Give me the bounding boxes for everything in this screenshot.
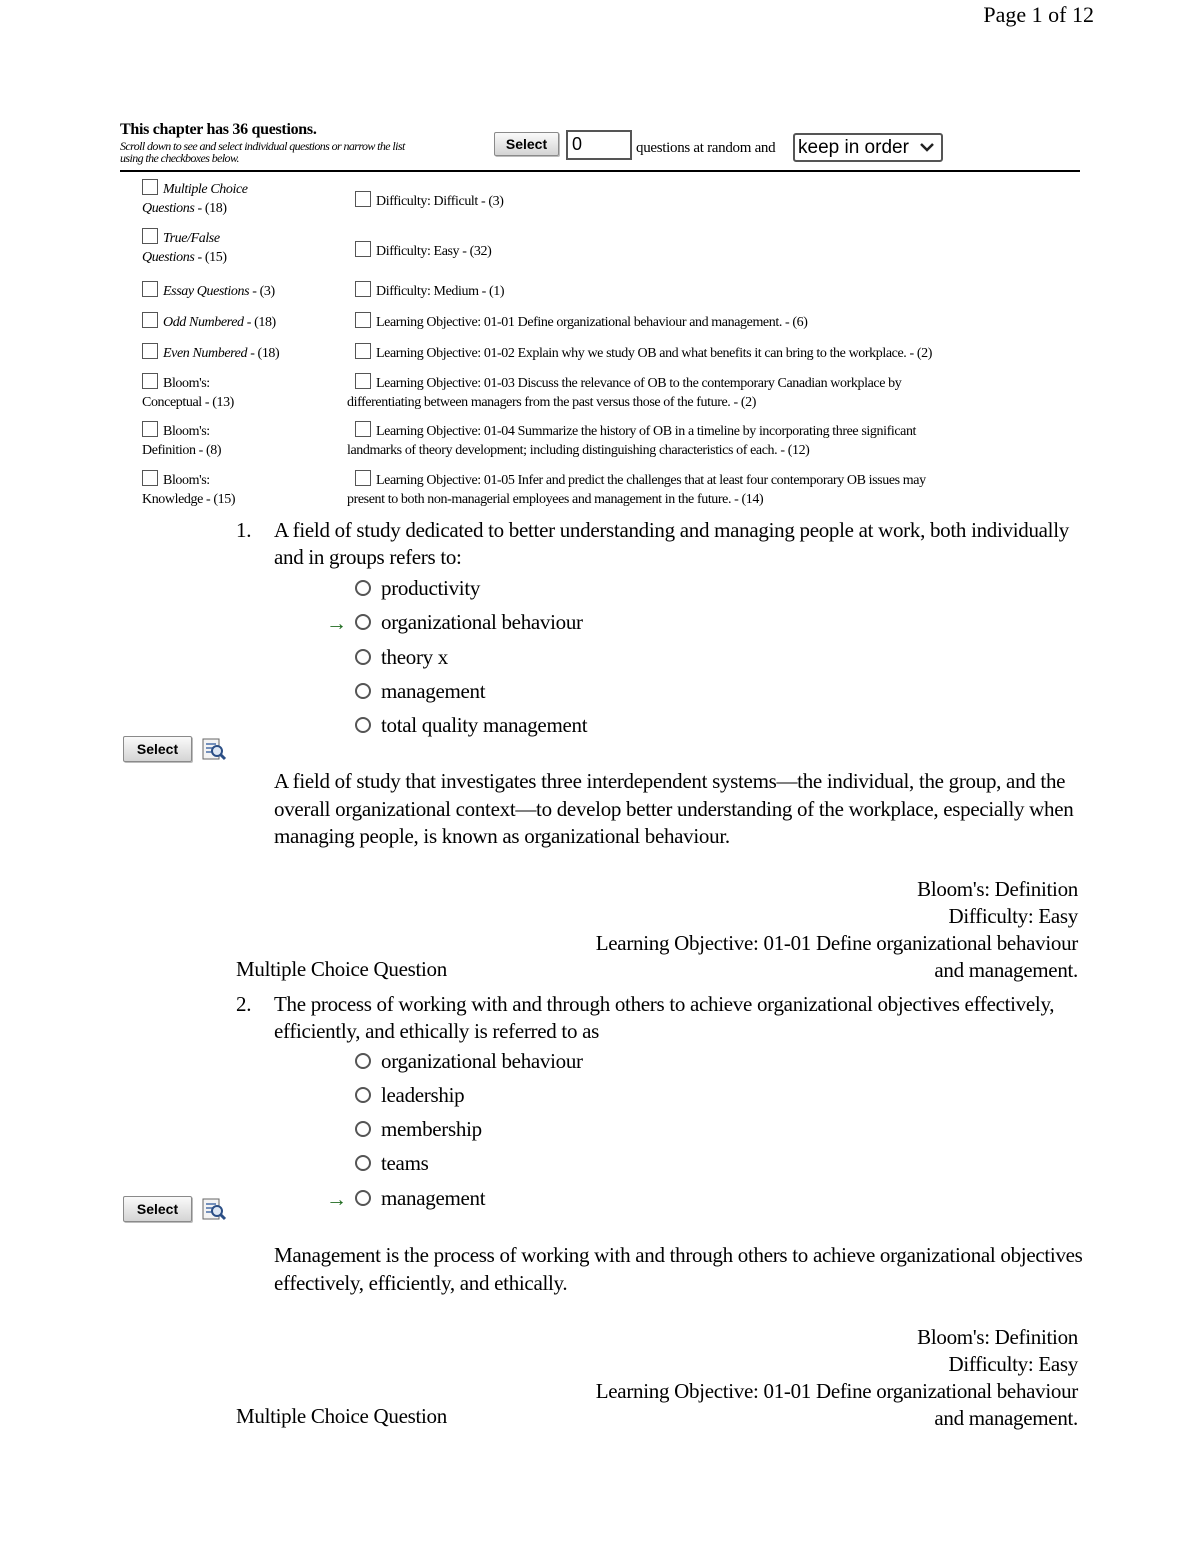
filter-blooms-definition[interactable]: Bloom's: Definition - (8): [142, 421, 342, 460]
checkbox[interactable]: [355, 343, 371, 359]
correct-answer-arrow-icon: →: [326, 611, 347, 635]
question-text: The process of working with and through others to achieve organizational objectives effectively, efficiently, and ethically is referred to as: [274, 992, 1055, 1043]
checkbox[interactable]: [142, 312, 158, 328]
radio-icon: [355, 683, 371, 699]
answer-option-correct: organizational behaviour: [355, 610, 583, 634]
checkbox[interactable]: [355, 281, 371, 297]
filter-multiple-choice[interactable]: Multiple Choice Questions - (18): [142, 179, 342, 218]
learning-objective-tag: Learning Objective: 01-01 Define organizational behaviour: [595, 931, 1078, 955]
checkbox[interactable]: [142, 470, 158, 486]
filter-difficulty-easy[interactable]: Difficulty: Easy - (32): [347, 241, 1077, 261]
radio-icon: [355, 1087, 371, 1103]
filter-essay[interactable]: Essay Questions - (3): [142, 281, 342, 301]
radio-icon: [355, 717, 371, 733]
filter-difficulty-difficult[interactable]: Difficulty: Difficult - (3): [347, 191, 1077, 211]
blooms-tag: Bloom's: Definition: [917, 1325, 1078, 1349]
header-divider: [120, 170, 1080, 172]
chevron-down-icon: [918, 138, 936, 156]
filter-true-false[interactable]: True/False Questions - (15): [142, 228, 342, 267]
difficulty-tag: Difficulty: Easy: [948, 1352, 1078, 1376]
radio-icon: [355, 1053, 371, 1069]
answer-option: total quality management: [355, 713, 587, 737]
checkbox[interactable]: [355, 241, 371, 257]
answer-option: theory x: [355, 645, 448, 669]
learning-objective-tag-cont: and management.: [934, 1406, 1078, 1430]
question-number: 2.: [236, 992, 252, 1016]
filter-lo-01-03[interactable]: Learning Objective: 01-03 Discuss the relevance of OB to the contemporary Canadian workplace by differentiating between managers from the past versus those of the future. - (2): [347, 373, 1077, 412]
checkbox[interactable]: [142, 179, 158, 195]
question-metadata: [508, 876, 1078, 984]
difficulty-tag: Difficulty: Easy: [948, 904, 1078, 928]
page-number: Page 1 of 12: [983, 2, 1094, 27]
checkbox[interactable]: [355, 421, 371, 437]
filter-blooms-knowledge[interactable]: Bloom's: Knowledge - (15): [142, 470, 342, 509]
blooms-tag: Bloom's: Definition: [917, 877, 1078, 901]
random-label: questions at random and: [636, 140, 776, 156]
random-count-input[interactable]: 0: [566, 130, 632, 160]
filter-blooms-conceptual[interactable]: Bloom's: Conceptual - (13): [142, 373, 342, 412]
order-select-value: keep in order: [798, 137, 909, 158]
checkbox[interactable]: [355, 373, 371, 389]
answer-option: leadership: [355, 1083, 464, 1107]
answer-feedback: A field of study that investigates three interdependent systems—the individual, the group, and the overall organizational context—to develop better understanding of the workplace, especially when managing people, is known as organizational behaviour.: [274, 769, 1074, 848]
filter-even-numbered[interactable]: Even Numbered - (18): [142, 343, 342, 363]
filter-lo-01-02[interactable]: Learning Objective: 01-02 Explain why we study OB and what benefits it can bring to the workplace. - (2): [347, 343, 1077, 363]
preview-icon[interactable]: [201, 1196, 227, 1222]
checkbox[interactable]: [355, 191, 371, 207]
answer-option-correct: management: [355, 1186, 485, 1210]
learning-objective-tag: Learning Objective: 01-01 Define organizational behaviour: [595, 1379, 1078, 1403]
question-text: A field of study dedicated to better understanding and managing people at work, both individually and in groups refers to:: [274, 518, 1069, 569]
answer-option: teams: [355, 1151, 428, 1175]
select-question-button[interactable]: Select: [123, 736, 192, 762]
answer-option: membership: [355, 1117, 482, 1141]
answer-option: productivity: [355, 576, 480, 600]
correct-answer-arrow-icon: →: [326, 1187, 347, 1211]
radio-icon: [355, 1190, 371, 1206]
checkbox[interactable]: [142, 281, 158, 297]
preview-icon[interactable]: [201, 736, 227, 762]
filter-lo-01-01[interactable]: Learning Objective: 01-01 Define organizational behaviour and management. - (6): [347, 312, 1077, 332]
radio-icon: [355, 1121, 371, 1137]
chapter-question-count: This chapter has 36 questions.: [120, 121, 317, 138]
order-select[interactable]: [793, 133, 943, 162]
checkbox[interactable]: [142, 421, 158, 437]
select-question-button[interactable]: Select: [123, 1196, 192, 1222]
filter-lo-01-05[interactable]: Learning Objective: 01-05 Infer and predict the challenges that at least four contemporary OB issues may present to both non-managerial employees and management in the future. - (14): [347, 470, 1077, 509]
answer-option: organizational behaviour: [355, 1049, 583, 1073]
question-type: Multiple Choice Question: [236, 1404, 447, 1428]
learning-objective-tag-cont: and management.: [934, 958, 1078, 982]
chapter-instructions: Scroll down to see and select individual questions or narrow the list using the checkboxes below.: [120, 139, 405, 165]
answer-feedback: Management is the process of working with and through others to achieve organizational objectives effectively, efficiently, and ethically.: [274, 1243, 1083, 1295]
radio-icon: [355, 649, 371, 665]
checkbox[interactable]: [142, 373, 158, 389]
checkbox[interactable]: [355, 312, 371, 328]
checkbox[interactable]: [355, 470, 371, 486]
checkbox[interactable]: [142, 343, 158, 359]
checkbox[interactable]: [142, 228, 158, 244]
radio-icon: [355, 580, 371, 596]
radio-icon: [355, 614, 371, 630]
question-metadata: [508, 1324, 1078, 1432]
radio-icon: [355, 1155, 371, 1171]
filter-odd-numbered[interactable]: Odd Numbered - (18): [142, 312, 342, 332]
filter-difficulty-medium[interactable]: Difficulty: Medium - (1): [347, 281, 1077, 301]
filter-lo-01-04[interactable]: Learning Objective: 01-04 Summarize the history of OB in a timeline by incorporating three significant landmarks of theory development; including distinguishing characteristics of each. - (12): [347, 421, 1077, 460]
answer-option: management: [355, 679, 485, 703]
question-type: Multiple Choice Question: [236, 957, 447, 981]
select-random-button[interactable]: Select: [494, 132, 559, 156]
question-number: 1.: [236, 518, 252, 542]
